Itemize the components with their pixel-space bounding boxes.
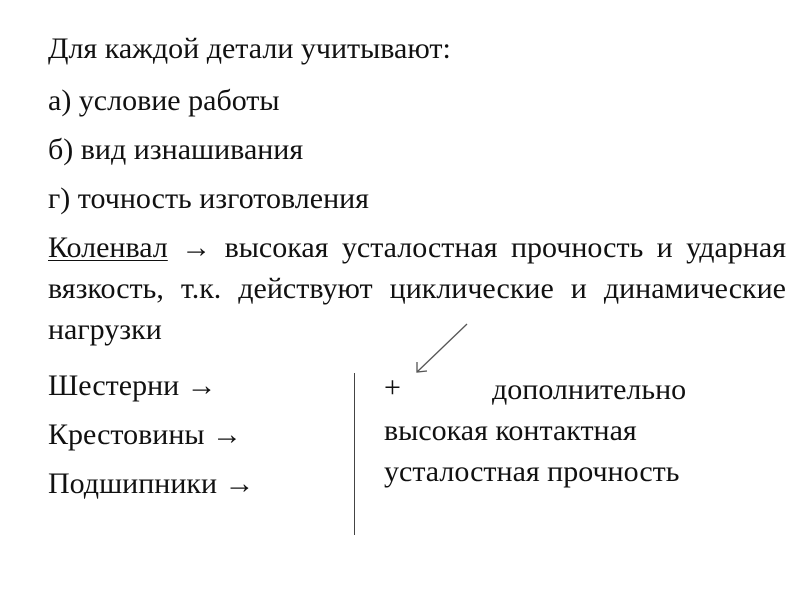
list-item-precision: г) точность изготовления: [48, 182, 369, 215]
extra-plus: +: [384, 371, 401, 404]
crankshaft-name: Коленвал: [48, 231, 168, 264]
extra-line-contact: высокая контактная: [384, 414, 637, 447]
pointer-arrow-icon: [405, 322, 475, 382]
vertical-divider: [354, 373, 355, 535]
part-crosses: Крестовины →: [48, 418, 243, 451]
extra-line-fatigue: усталостная прочность: [384, 455, 680, 488]
part-gears: Шестерни →: [48, 369, 217, 402]
extra-word: дополнительно: [492, 373, 687, 406]
heading: Для каждой детали учитывают:: [48, 32, 451, 65]
list-item-wear: б) вид изнашивания: [48, 133, 304, 166]
list-item-condition: а) условие работы: [48, 84, 280, 117]
part-bearings: Подшипники →: [48, 467, 255, 500]
crankshaft-description: → высокая усталостная прочность и ударная вязкость, т.к. действуют циклические и динамические нагрузки: [48, 231, 786, 346]
